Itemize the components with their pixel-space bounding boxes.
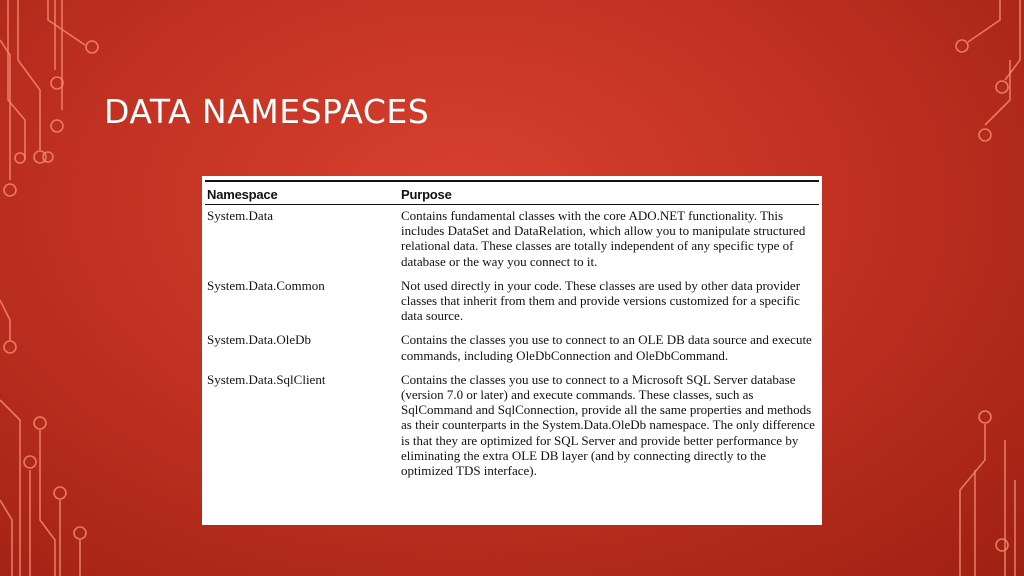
table-row [205, 328, 819, 367]
purpose-cell: Contains fundamental classes with the core ADO.NET functionality. This includes DataSet and DataRelation, which allow you to manipulate structured relational data. These classes are totally independent of any specific type of database or the way you connect to it. [401, 208, 806, 269]
namespace-cell: System.Data.Common [207, 277, 325, 293]
purpose-cell: Contains the classes you use to connect to a Microsoft SQL Server database (version 7.0 or later) and execute commands. These classes, such as SqlCommand and SqlConnection, provide all the same properties and methods as their counterparts in the System.Data.OleDb namespace. The only difference is that they are optimized for SQL Server and provide better performance by eliminating the extra OLE DB layer (and by connecting directly to the optimized TDS interface). [401, 371, 815, 479]
purpose-cell: Contains the classes you use to connect to an OLE DB data source and execute commands, including OleDbConnection and OleDbCommand. [401, 332, 812, 363]
namespace-table [205, 184, 819, 483]
namespace-cell: System.Data.SqlClient [207, 371, 326, 387]
table-row [205, 274, 819, 329]
namespace-cell: System.Data.OleDb [207, 332, 311, 348]
table-header-row [205, 184, 819, 205]
purpose-cell: Not used directly in your code. These classes are used by other data provider classes that inherit from them and provide versions customized for a specific data source. [401, 277, 801, 324]
slide-title: DATA NAMESPACES [104, 92, 430, 131]
namespace-table-image [202, 176, 822, 525]
namespace-cell: System.Data [207, 208, 274, 223]
table-row [205, 368, 819, 483]
table-row [205, 205, 819, 274]
column-header-purpose: Purpose [401, 187, 452, 202]
column-header-namespace: Namespace [207, 187, 278, 202]
table-top-rule [205, 180, 819, 182]
